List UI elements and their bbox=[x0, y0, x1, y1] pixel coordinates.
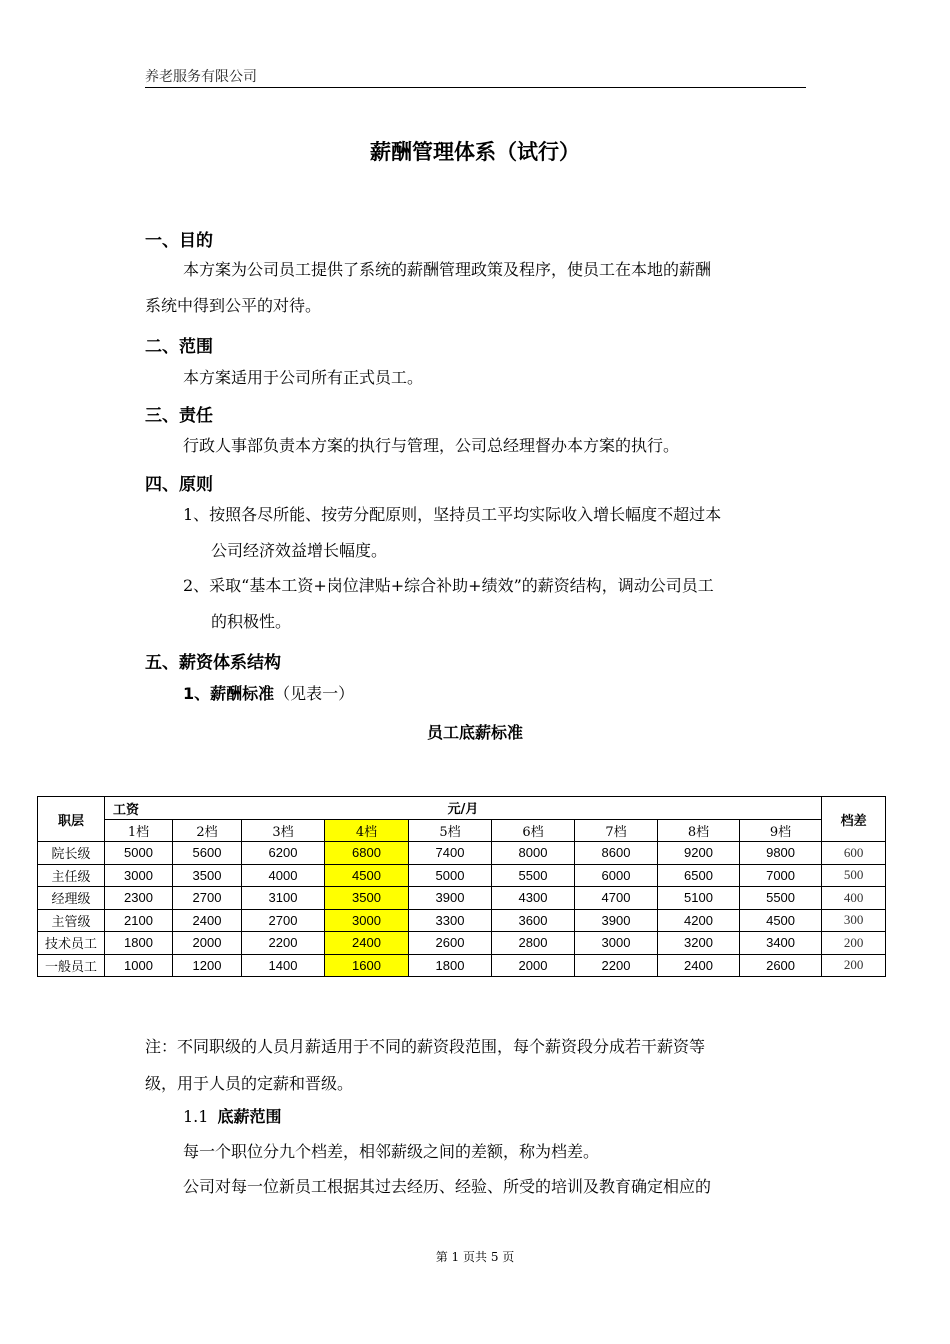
salary-cell: 2100 bbox=[105, 909, 173, 932]
salary-cell: 3300 bbox=[409, 909, 492, 932]
salary-cell: 3000 bbox=[105, 864, 173, 887]
principle-item-1-cont: 公司经济效益增长幅度。 bbox=[211, 541, 388, 560]
salary-cell: 9200 bbox=[658, 842, 740, 865]
section-heading-scope: 二、范围 bbox=[145, 337, 213, 357]
grade-header-cell: 5档 bbox=[409, 819, 492, 842]
table-row bbox=[38, 887, 886, 910]
header-divider bbox=[145, 87, 806, 88]
grade-header-cell: 2档 bbox=[173, 819, 242, 842]
salary-cell: 1800 bbox=[105, 932, 173, 955]
diff-header: 档差 bbox=[822, 797, 886, 842]
salary-cell: 1400 bbox=[242, 954, 325, 977]
document-title: 薪酬管理体系（试行） bbox=[370, 140, 580, 164]
salary-cell: 6000 bbox=[575, 864, 658, 887]
grade-header-cell: 8档 bbox=[658, 819, 740, 842]
salary-cell: 8600 bbox=[575, 842, 658, 865]
level-cell: 一般员工 bbox=[38, 954, 105, 977]
salary-cell: 9800 bbox=[740, 842, 822, 865]
salary-cell: 2600 bbox=[740, 954, 822, 977]
diff-cell: 300 bbox=[822, 909, 886, 932]
level-cell: 主管级 bbox=[38, 909, 105, 932]
subsection-heading bbox=[183, 676, 354, 712]
salary-cell: 3000 bbox=[325, 909, 409, 932]
salary-cell: 4000 bbox=[242, 864, 325, 887]
paragraph-text: 本方案为公司员工提供了系统的薪酬管理政策及程序，使员工在本地的薪酬 bbox=[183, 260, 712, 279]
subsection-label: 1、薪酬标准 bbox=[183, 684, 275, 703]
grade-header-cell: 3档 bbox=[242, 819, 325, 842]
salary-cell: 3900 bbox=[409, 887, 492, 910]
corner-header: 职层 bbox=[38, 797, 105, 842]
diff-cell: 600 bbox=[822, 842, 886, 865]
salary-cell: 2400 bbox=[658, 954, 740, 977]
salary-cell: 5100 bbox=[658, 887, 740, 910]
paragraph-text: 公司对每一位新员工根据其过去经历、经验、所受的培训及教育确定相应的 bbox=[183, 1177, 712, 1196]
grade-header-cell: 1档 bbox=[105, 819, 173, 842]
section-heading-structure: 五、薪资体系结构 bbox=[145, 653, 281, 673]
salary-cell: 1000 bbox=[105, 954, 173, 977]
diff-cell: 200 bbox=[822, 954, 886, 977]
page-footer: 第 1 页共 5 页 bbox=[435, 1250, 515, 1264]
level-cell: 技术员工 bbox=[38, 932, 105, 955]
table-header-row bbox=[38, 797, 886, 820]
salary-cell: 6500 bbox=[658, 864, 740, 887]
salary-cell: 3500 bbox=[173, 864, 242, 887]
unit-label: 元/月 bbox=[447, 802, 479, 818]
table-row bbox=[38, 842, 886, 865]
salary-cell: 4500 bbox=[325, 864, 409, 887]
salary-cell: 2400 bbox=[325, 932, 409, 955]
salary-cell: 3600 bbox=[492, 909, 575, 932]
section-heading-principles: 四、原则 bbox=[145, 475, 213, 495]
salary-cell: 6800 bbox=[325, 842, 409, 865]
salary-table bbox=[37, 796, 886, 977]
paragraph-text: 本方案适用于公司所有正式员工。 bbox=[183, 368, 424, 387]
salary-cell: 2200 bbox=[242, 932, 325, 955]
salary-cell: 2200 bbox=[575, 954, 658, 977]
diff-cell: 400 bbox=[822, 887, 886, 910]
salary-cell: 5000 bbox=[105, 842, 173, 865]
salary-cell: 1600 bbox=[325, 954, 409, 977]
salary-cell: 3200 bbox=[658, 932, 740, 955]
salary-cell: 4500 bbox=[740, 909, 822, 932]
salary-cell: 1800 bbox=[409, 954, 492, 977]
salary-cell: 5600 bbox=[173, 842, 242, 865]
table-row bbox=[38, 954, 886, 977]
note-text: 级，用于人员的定薪和晋级。 bbox=[145, 1074, 354, 1093]
grade-header-row bbox=[38, 819, 886, 842]
grade-header-cell: 6档 bbox=[492, 819, 575, 842]
section-heading-responsibility: 三、责任 bbox=[145, 406, 213, 426]
principle-item-1: 1、按照各尽所能、按劳分配原则，坚持员工平均实际收入增长幅度不超过本 bbox=[183, 505, 722, 524]
level-cell: 经理级 bbox=[38, 887, 105, 910]
grade-header-cell: 9档 bbox=[740, 819, 822, 842]
table-row bbox=[38, 932, 886, 955]
salary-cell: 3500 bbox=[325, 887, 409, 910]
salary-cell: 3100 bbox=[242, 887, 325, 910]
salary-cell: 6200 bbox=[242, 842, 325, 865]
level-cell: 主任级 bbox=[38, 864, 105, 887]
salary-cell: 3400 bbox=[740, 932, 822, 955]
salary-cell: 3000 bbox=[575, 932, 658, 955]
salary-cell: 2800 bbox=[492, 932, 575, 955]
section-heading-purpose: 一、目的 bbox=[145, 231, 213, 251]
subsection-title: 底薪范围 bbox=[217, 1107, 282, 1126]
header-company-name: 养老服务有限公司 bbox=[145, 69, 257, 85]
salary-cell: 1200 bbox=[173, 954, 242, 977]
salary-cell: 3900 bbox=[575, 909, 658, 932]
salary-cell: 2300 bbox=[105, 887, 173, 910]
paragraph-text: 每一个职位分九个档差，相邻薪级之间的差额，称为档差。 bbox=[183, 1142, 600, 1161]
salary-cell: 5500 bbox=[492, 864, 575, 887]
paragraph-text: 行政人事部负责本方案的执行与管理，公司总经理督办本方案的执行。 bbox=[183, 436, 680, 455]
unit-header bbox=[105, 797, 822, 820]
salary-cell: 2700 bbox=[173, 887, 242, 910]
salary-cell: 2000 bbox=[492, 954, 575, 977]
salary-cell: 5000 bbox=[409, 864, 492, 887]
grade-header-cell: 7档 bbox=[575, 819, 658, 842]
diff-cell: 500 bbox=[822, 864, 886, 887]
level-cell: 院长级 bbox=[38, 842, 105, 865]
subsection-ref: （见表一） bbox=[274, 684, 355, 703]
note-text: 注：不同职级的人员月薪适用于不同的薪资段范围，每个薪资段分成若干薪资等 bbox=[145, 1037, 706, 1056]
salary-cell: 2600 bbox=[409, 932, 492, 955]
salary-cell: 4200 bbox=[658, 909, 740, 932]
salary-cell: 5500 bbox=[740, 887, 822, 910]
salary-cell: 4300 bbox=[492, 887, 575, 910]
paragraph-text: 系统中得到公平的对待。 bbox=[145, 296, 322, 315]
salary-cell: 7400 bbox=[409, 842, 492, 865]
subsection-heading-1-1 bbox=[183, 1099, 282, 1135]
salary-cell: 4700 bbox=[575, 887, 658, 910]
salary-cell: 8000 bbox=[492, 842, 575, 865]
diff-cell: 200 bbox=[822, 932, 886, 955]
table-row bbox=[38, 909, 886, 932]
table-title: 员工底薪标准 bbox=[426, 723, 523, 742]
salary-cell: 2700 bbox=[242, 909, 325, 932]
principle-item-2: 2、采取“基本工资+岗位津贴+综合补助+绩效”的薪资结构，调动公司员工 bbox=[183, 576, 714, 595]
grade-header-cell: 4档 bbox=[325, 819, 409, 842]
salary-cell: 2000 bbox=[173, 932, 242, 955]
salary-cell: 7000 bbox=[740, 864, 822, 887]
wage-label: 工资 bbox=[113, 803, 140, 818]
table-row bbox=[38, 864, 886, 887]
salary-cell: 2400 bbox=[173, 909, 242, 932]
principle-item-2-cont: 的积极性。 bbox=[211, 612, 292, 631]
subsection-number: 1.1 bbox=[183, 1107, 209, 1126]
